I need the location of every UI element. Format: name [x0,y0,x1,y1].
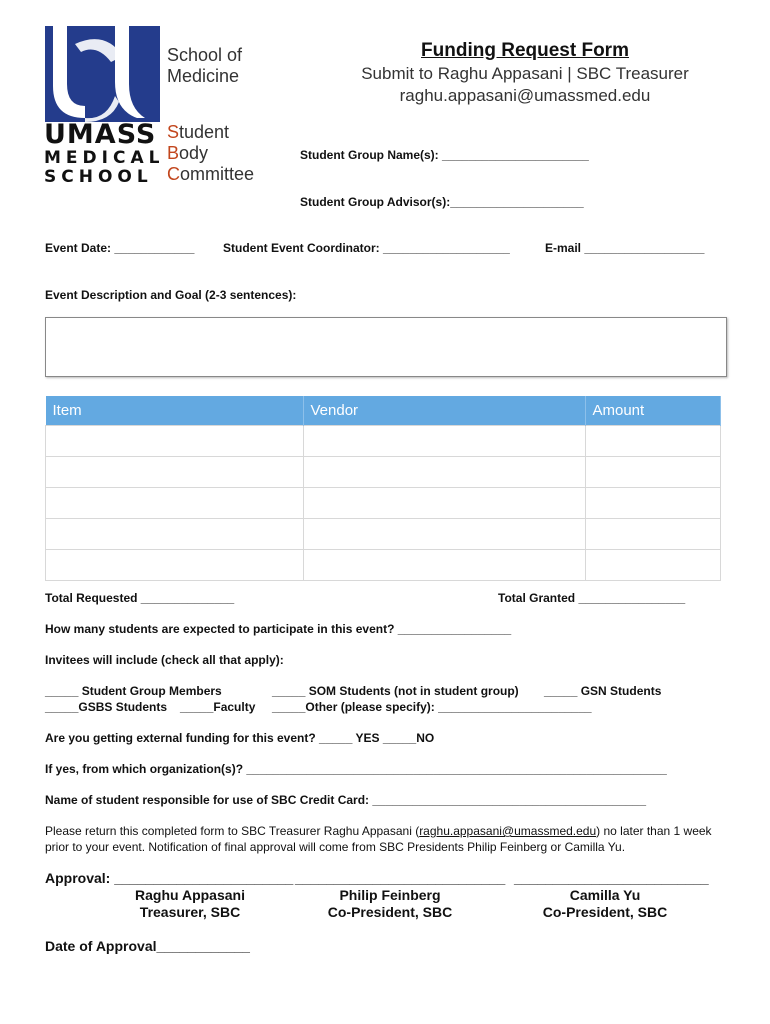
sbc-line-body [167,143,254,164]
option-other[interactable]: _____Other (please specify): _______________________ [272,700,592,714]
total-granted-field[interactable]: Total Granted ________________ [498,591,686,605]
column-header-item: Item [46,396,304,426]
signer-name: Philip Feinberg [339,887,441,903]
vendor-cell[interactable] [303,426,585,457]
sbc-cap: S [167,122,180,142]
column-header-vendor: Vendor [303,396,585,426]
signer-name: Camilla Yu [569,887,641,903]
description-textbox[interactable] [45,317,727,377]
form-title: Funding Request Form [421,40,629,61]
umass-logo-mark [45,26,160,122]
sbc-cap: C [167,164,180,184]
umass-u-icon [45,26,160,122]
amount-cell[interactable] [585,457,721,488]
date-of-approval-field[interactable]: Date of Approval____________ [45,938,250,954]
option-gsbs-students[interactable]: _____GSBS Students [45,700,168,714]
option-group-members[interactable]: _____ Student Group Members [45,684,222,698]
amount-cell[interactable] [585,488,721,519]
which-organization-field[interactable]: If yes, from which organization(s)? _______________________________________________________________ [45,762,667,776]
vendor-cell[interactable] [303,519,585,550]
signer-name: Raghu Appasani [135,887,245,903]
amount-cell[interactable] [585,426,721,457]
table-row [46,550,721,581]
signer-role: Co-President, SBC [542,904,668,920]
amount-cell[interactable] [585,550,721,581]
invitees-label: Invitees will include (check all that apply): [45,653,284,667]
signer-president-2 [515,887,695,921]
signer-role: Treasurer, SBC [139,904,241,920]
item-cell[interactable] [46,457,304,488]
umass-word: UMASS [44,119,157,150]
table-row [46,488,721,519]
description-label: Event Description and Goal (2-3 sentences): [45,288,297,302]
signer-treasurer [110,887,270,921]
sbc-line-committee [167,164,254,185]
item-cell[interactable] [46,426,304,457]
notice-text-before: Please return this completed form to SBC Treasurer Raghu Appasani ( [45,824,420,838]
signer-role: Co-President, SBC [327,904,453,920]
table-row [46,426,721,457]
umass-wordmark [44,121,164,186]
notice-text-after: ) no later than 1 week prior to your event. Notification of final approval will come from SBC Presidents Philip Feinberg or Camilla Yu. [45,824,712,854]
sbc-rest: tudent [179,122,230,142]
item-cell[interactable] [46,519,304,550]
sbc-rest: ody [179,143,209,163]
items-table [45,396,721,581]
group-name-field[interactable]: Student Group Name(s): ______________________ [300,148,589,162]
school-of-label: School of [167,45,243,65]
sbc-rest: ommittee [180,164,255,184]
medical-word: MEDICAL [44,148,165,168]
event-coordinator-field[interactable]: Student Event Coordinator: ___________________ [223,241,510,255]
table-header-row [46,396,721,426]
sbc-cap: B [167,143,180,163]
total-requested-field[interactable]: Total Requested ______________ [45,591,235,605]
president2-signature-line[interactable]: _________________________ [514,870,709,886]
vendor-cell[interactable] [303,488,585,519]
column-header-amount: Amount [585,396,721,426]
medicine-label: Medicine [167,66,240,86]
form-subtitle: Submit to Raghu Appasani | SBC Treasurer [361,64,689,83]
event-date-field[interactable]: Event Date: ____________ [45,241,195,255]
option-som-students[interactable]: _____ SOM Students (not in student group) [272,684,519,698]
item-cell[interactable] [46,488,304,519]
table-row [46,457,721,488]
treasurer-email: raghu.appasani@umassmed.edu [399,86,651,105]
table-row [46,519,721,550]
participants-question[interactable]: How many students are expected to participate in this event? _________________ [45,622,512,636]
treasurer-email-link[interactable]: raghu.appasani@umassmed.edu [419,824,597,838]
option-gsn-students[interactable]: _____ GSN Students [544,684,662,698]
option-faculty[interactable]: _____Faculty [180,700,256,714]
sbc-line-student [167,122,254,143]
item-cell[interactable] [46,550,304,581]
approval-label: Approval: [45,870,115,886]
sbc-name [167,122,254,185]
treasurer-signature-line[interactable]: _______________________ [114,870,294,886]
external-funding-question[interactable]: Are you getting external funding for this event? _____ YES _____NO [45,731,435,745]
return-notice [45,823,725,855]
school-of-medicine [167,45,242,87]
group-advisor-field[interactable]: Student Group Advisor(s):____________________ [300,195,584,209]
vendor-cell[interactable] [303,457,585,488]
school-word: SCHOOL [44,167,153,187]
amount-cell[interactable] [585,519,721,550]
vendor-cell[interactable] [303,550,585,581]
president1-signature-line[interactable]: ___________________________ [295,870,506,886]
approval-line [45,870,293,886]
credit-card-holder-field[interactable]: Name of student responsible for use of SBC Credit Card: _________________________________________ [45,793,647,807]
email-field[interactable]: E-mail __________________ [545,241,705,255]
signer-president-1 [300,887,480,921]
